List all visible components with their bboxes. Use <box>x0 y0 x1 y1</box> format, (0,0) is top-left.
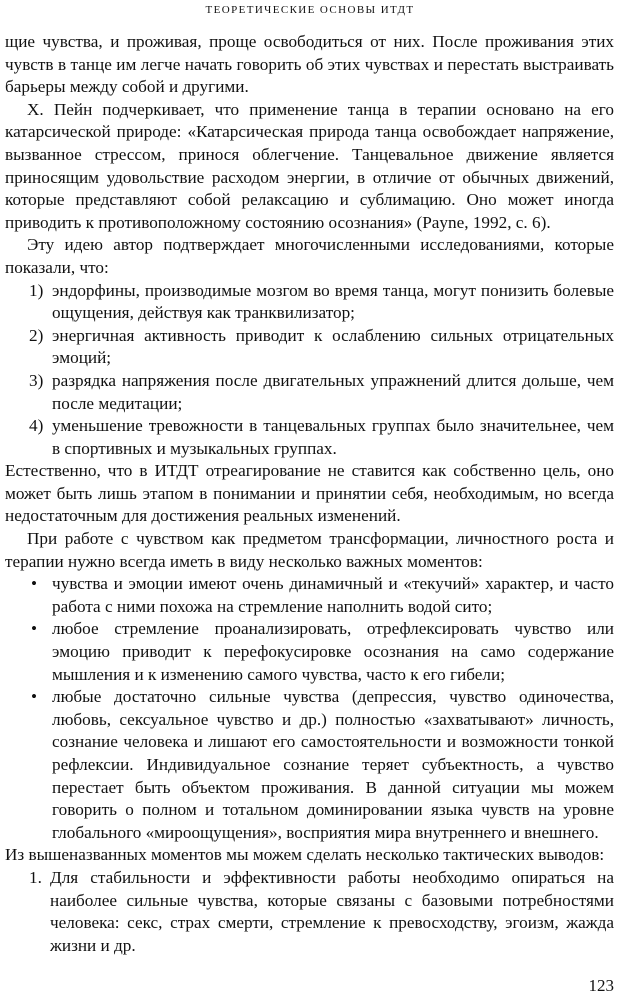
paragraph-payne-quote: Х. Пейн подчеркивает, что применение танца в терапии основано на его катарсической природе: «Катарсическая природа танца освобождает напряжение, вызванное стрессом, принося облегчение. Танцевальное движение является приносящим удовольствие расходом энергии, в отличие от обычных движений, которые представляют собой релаксацию и сублимацию. Оно может иногда приводить к противоположному состоянию осознания» (Payne, 1992, с. 6). <box>5 99 614 232</box>
list-item <box>5 867 614 957</box>
paragraph-continuation: щие чувства, и проживая, проще освободиться от них. После проживания этих чувств в танце им легче начать говорить об этих чувствах и перестать выстраивать барьеры между собой и другими. <box>5 32 614 97</box>
list-marker: 1. <box>29 867 42 887</box>
list-item-text: разрядка напряжения после двигательных упражнений длится дольше, чем после медитации; <box>52 370 614 413</box>
important-moments-list <box>5 573 614 844</box>
list-item-text: эндорфины, производимые мозгом во время танца, могут понизить болевые ощущения, действуя как транквилизатор; <box>52 280 614 323</box>
list-item-text: Для стабильности и эффективности работы необходимо опираться на наиболее сильные чувства, которые связаны с базовыми потребностями человека: секс, страх смерти, стремление к превосходству, эгоизм, жажда жизни и др. <box>50 867 614 955</box>
list-item-text: любое стремление проанализировать, отрефлексировать чувство или эмоцию приводит к перефокусировке осознания на само содержание мышления и к изменению самого чувства, часто к его гибели; <box>52 619 614 684</box>
list-item <box>5 573 614 618</box>
list-item <box>5 415 614 460</box>
paragraph-itdt-abreaction: Естественно, что в ИТДТ отреагирование не ставится как собственно цель, оно может быть лишь этапом в понимании и принятии себя, необходимым, но всегда недостаточным для достижения реальных изменений. <box>5 461 614 526</box>
paragraph-research-intro: Эту идею автор подтверждает многочисленными исследованиями, которые показали, что: <box>5 235 614 277</box>
bullet-marker: • <box>31 619 38 639</box>
list-item-text: энергичная активность приводит к ослаблению сильных отрицательных эмоций; <box>52 325 614 368</box>
list-item <box>5 618 614 686</box>
bullet-marker: • <box>31 574 38 594</box>
conclusions-list <box>5 867 614 957</box>
bullet-marker: • <box>31 687 38 707</box>
paragraph-conclusions-intro: Из вышеназванных моментов мы можем сделать несколько тактических выводов: <box>5 845 605 865</box>
list-item <box>5 280 614 325</box>
list-item-text: любые достаточно сильные чувства (депрессия, чувство одиночества, любовь, сексуальное чувство и др.) полностью «захватывают» личность, сознание человека и лишают его самостоятельности и возможности тонкой рефлексии. Индивидуальное сознание теряет субъектность, а чувство перестает быть объектом проживания. В данной ситуации мы можем говорить о полном и тотальном доминировании языка чувств на уровне глобального «мироощущения», восприятия мира внутреннего и внешнего. <box>52 687 614 842</box>
list-item-text: уменьшение тревожности в танцевальных группах было значительнее, чем в спортивных и музыкальных группах. <box>52 416 614 458</box>
page-number: 123 <box>588 976 614 995</box>
list-item <box>5 686 614 844</box>
list-item-text: чувства и эмоции имеют очень динамичный и «текучий» характер, и часто работа с ними похожа на стремление наполнить водой сито; <box>52 574 614 616</box>
list-marker: 4) <box>29 416 44 436</box>
list-marker: 3) <box>29 370 44 390</box>
list-marker: 2) <box>29 325 44 345</box>
list-item <box>5 325 614 370</box>
list-item <box>5 370 614 415</box>
list-marker: 1) <box>29 280 44 300</box>
page-body <box>5 31 614 957</box>
paragraph-moments-intro: При работе с чувством как предметом трансформации, личностного роста и терапии нужно всегда иметь в виду несколько важных моментов: <box>5 529 614 571</box>
running-head: ТЕОРЕТИЧЕСКИЕ ОСНОВЫ ИТДТ <box>205 4 415 16</box>
research-findings-list <box>5 280 614 461</box>
